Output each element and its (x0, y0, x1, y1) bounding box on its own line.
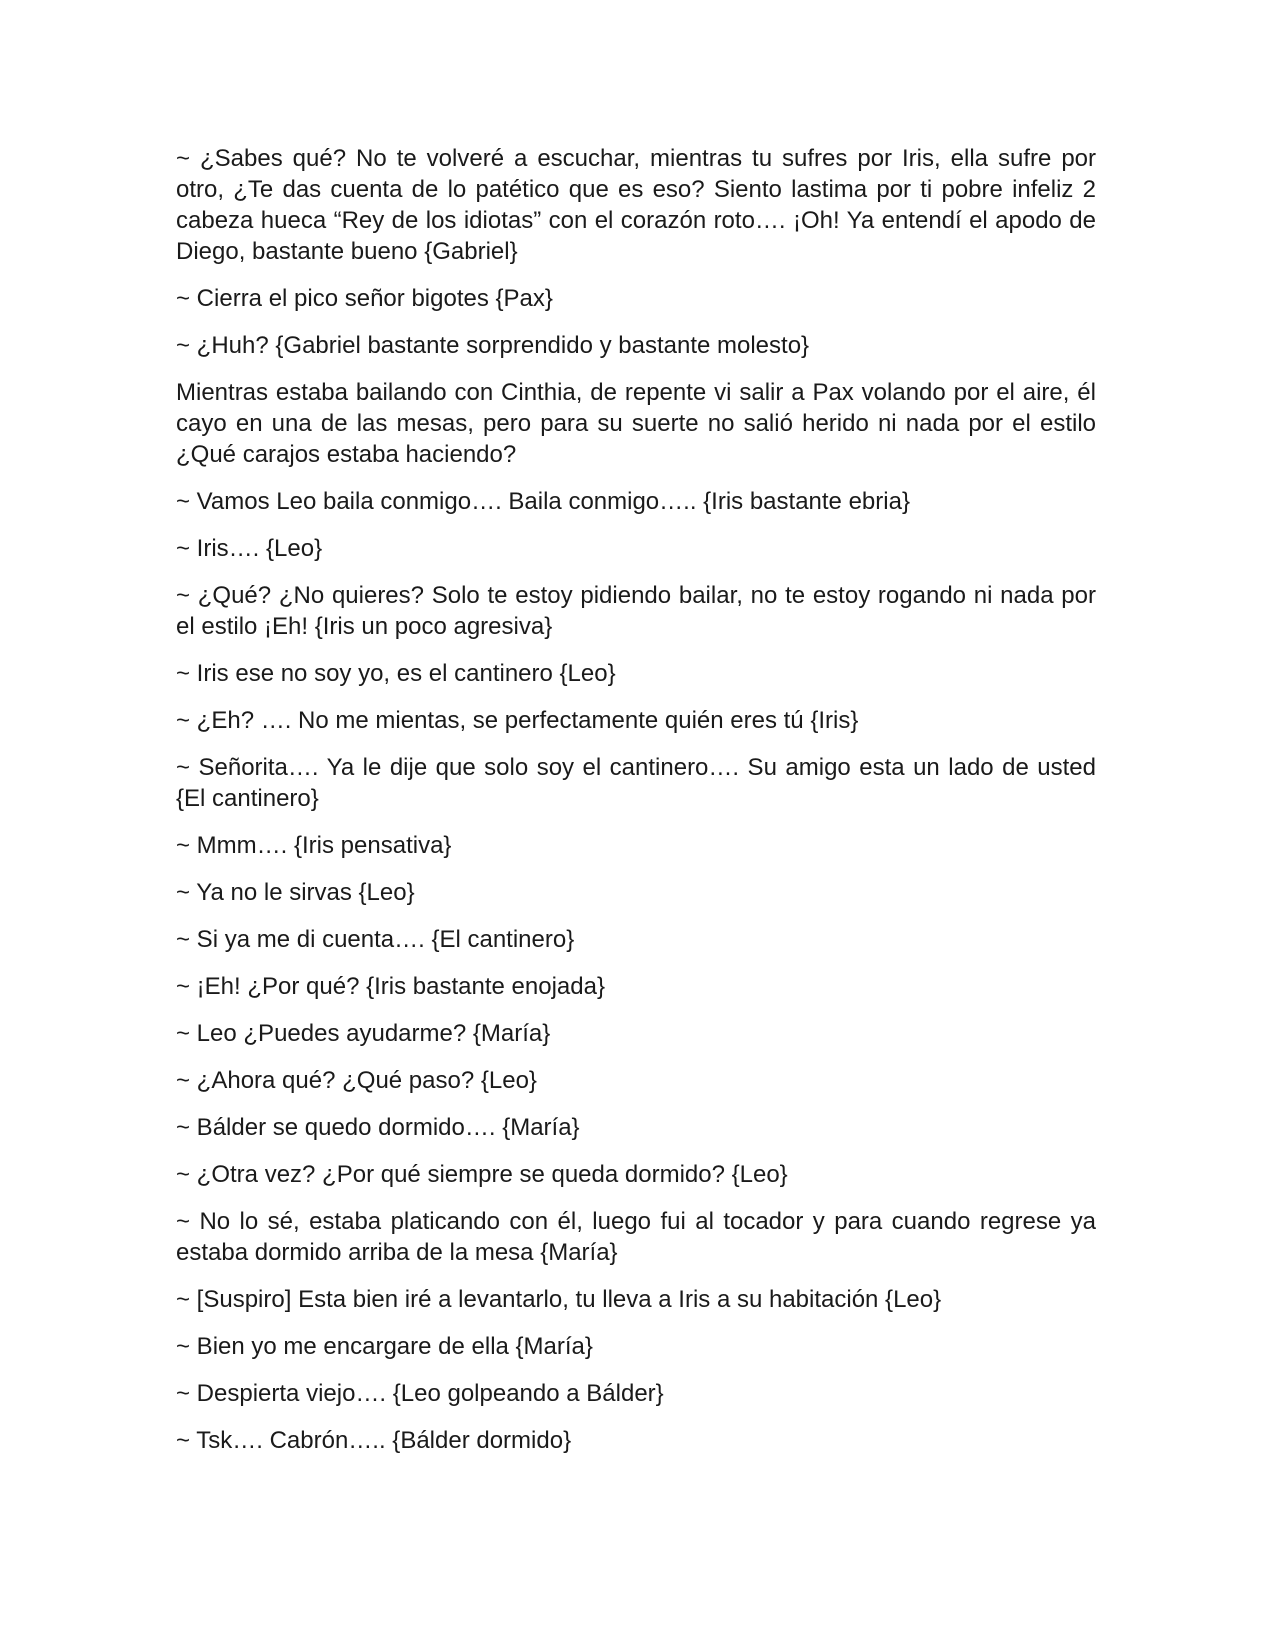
paragraph: ~ ¿Huh? {Gabriel bastante sorprendido y bastante molesto} (176, 332, 810, 359)
paragraph: ~ ¡Eh! ¿Por qué? {Iris bastante enojada} (176, 973, 605, 1000)
paragraph: ~ Si ya me di cuenta…. {El cantinero} (176, 926, 575, 953)
paragraph: ~ [Suspiro] Esta bien iré a levantarlo, tu lleva a Iris a su habitación {Leo} (176, 1286, 942, 1313)
paragraph: ~ Iris ese no soy yo, es el cantinero {Leo} (176, 660, 616, 687)
paragraph: ~ Despierta viejo…. {Leo golpeando a Bálder} (176, 1380, 664, 1407)
paragraph: ~ Mmm…. {Iris pensativa} (176, 832, 452, 859)
paragraph: ~ Señorita…. Ya le dije que solo soy el cantinero…. Su amigo esta un lado de usted {El cantinero} (176, 754, 1096, 812)
paragraph: ~ ¿Eh? …. No me mientas, se perfectamente quién eres tú {Iris} (176, 707, 859, 734)
paragraph: ~ Vamos Leo baila conmigo…. Baila conmigo….. {Iris bastante ebria} (176, 488, 910, 515)
text-body (176, 143, 1096, 1472)
paragraph: ~ No lo sé, estaba platicando con él, luego fui al tocador y para cuando regrese ya estaba dormido arriba de la mesa {María} (176, 1208, 1096, 1266)
paragraph: ~ Leo ¿Puedes ayudarme? {María} (176, 1020, 551, 1047)
paragraph: ~ Ya no le sirvas {Leo} (176, 879, 415, 906)
paragraph: ~ Iris…. {Leo} (176, 535, 323, 562)
paragraph: ~ Cierra el pico señor bigotes {Pax} (176, 285, 553, 312)
paragraph: ~ ¿Sabes qué? No te volveré a escuchar, mientras tu sufres por Iris, ella sufre por otro, ¿Te das cuenta de lo patético que es eso? Siento lastima por ti pobre infeliz 2 cabeza hueca “Rey de los idiotas” con el corazón roto…. ¡Oh! Ya entendí el apodo de Diego, bastante bueno {Gabriel} (176, 145, 1096, 265)
paragraph: ~ Bálder se quedo dormido…. {María} (176, 1114, 580, 1141)
paragraph: ~ ¿Qué? ¿No quieres? Solo te estoy pidiendo bailar, no te estoy rogando ni nada por el estilo ¡Eh! {Iris un poco agresiva} (176, 582, 1096, 640)
paragraph: Mientras estaba bailando con Cinthia, de repente vi salir a Pax volando por el aire, él cayo en una de las mesas, pero para su suerte no salió herido ni nada por el estilo ¿Qué carajos estaba haciendo? (176, 379, 1096, 468)
paragraph: ~ Bien yo me encargare de ella {María} (176, 1333, 593, 1360)
paragraph: ~ ¿Ahora qué? ¿Qué paso? {Leo} (176, 1067, 537, 1094)
paragraph: ~ Tsk…. Cabrón….. {Bálder dormido} (176, 1427, 572, 1454)
paragraph: ~ ¿Otra vez? ¿Por qué siempre se queda dormido? {Leo} (176, 1161, 788, 1188)
